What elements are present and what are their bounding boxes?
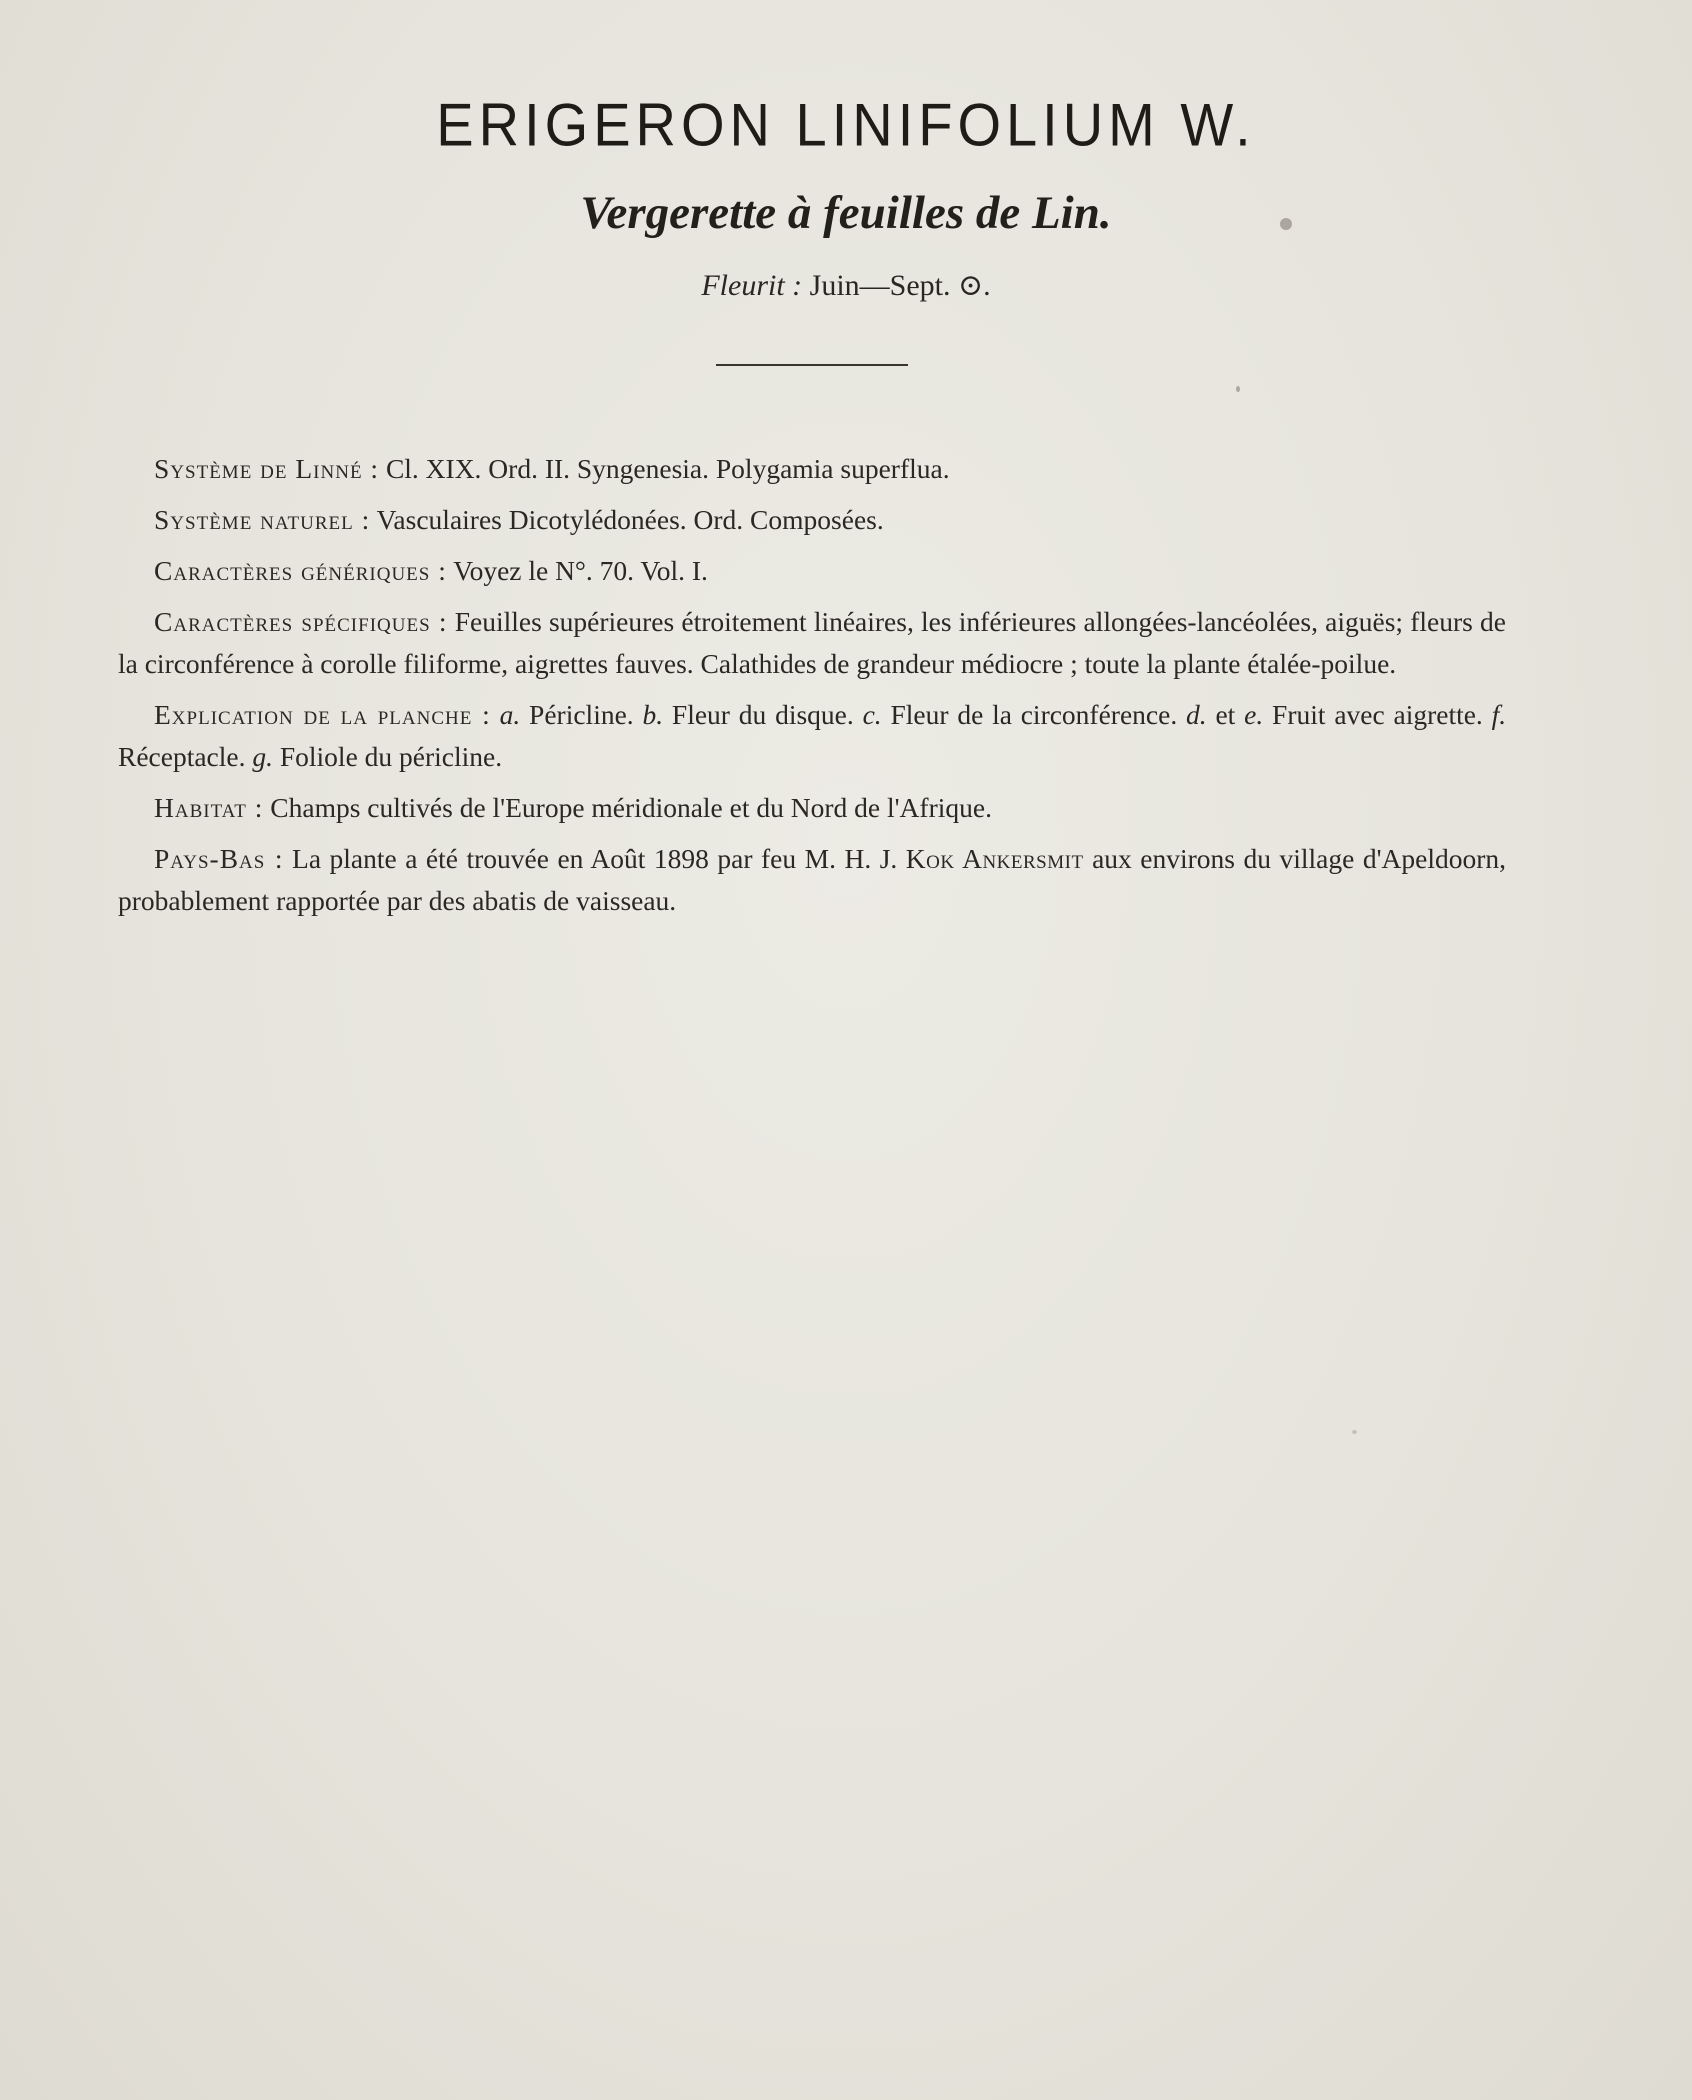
paper-speck — [1236, 386, 1240, 392]
plate-letter: c. — [862, 699, 882, 730]
plate-item-text: Péricline. — [529, 699, 634, 730]
paragraph-key: Caractères génériques : — [154, 555, 447, 586]
paragraph-generic-characters — [118, 550, 1506, 592]
flowering-label: Fleurit : — [701, 269, 803, 302]
plate-letter: f. — [1491, 699, 1507, 730]
plate-letter: g. — [252, 741, 273, 772]
description-body — [118, 448, 1506, 931]
paragraph-key: Habitat : — [154, 792, 264, 823]
species-title: ERIGERON LINIFOLIUM W. — [436, 90, 1256, 159]
paragraph-key: Système de Linné : — [154, 453, 380, 484]
paragraph-text: Vasculaires Dicotylédonées. Ord. Composées. — [376, 504, 884, 535]
flowering-value: Juin—Sept. ⊙. — [809, 269, 991, 302]
plate-letter: a. — [499, 699, 521, 730]
paragraph-text: Feuilles supérieures étroitement linéaires, les inférieures allongées-lancéolées, aiguës; fleurs de la circonférence à corolle filiforme, aigrettes fauves. Calathides de grandeur médiocre ; toute la plante étalée-poilue. — [118, 606, 1507, 679]
common-name: Vergerette à feuilles de Lin. — [580, 187, 1112, 239]
separator-rule — [716, 364, 908, 366]
paragraph-key: Explication de la planche : — [154, 699, 491, 730]
plate-item-text: Foliole du péricline. — [279, 741, 503, 772]
collector-name: Kok Ankersmit — [905, 843, 1084, 874]
paragraph-text: Voyez le N°. 70. Vol. I. — [453, 555, 708, 586]
paragraph-key: Caractères spécifiques : — [154, 606, 448, 637]
paper-speck — [1280, 218, 1292, 230]
paragraph-text: Cl. XIX. Ord. II. Syngenesia. Polygamia superflua. — [385, 453, 950, 484]
paragraph-natural-system — [118, 499, 1506, 541]
paragraph-netherlands — [118, 838, 1506, 922]
plate-item-text: et — [1215, 699, 1236, 730]
paragraph-text: aux environs du village d'Apeldoorn, probablement rapportée par des abatis de vaisseau. — [118, 843, 1507, 916]
paragraph-text: La plante a été trouvée en Août 1898 par feu M. H. J. — [292, 843, 898, 874]
paragraph-linne-system — [118, 448, 1506, 490]
flowering-period — [0, 268, 1692, 303]
paragraph-plate-explanation — [118, 694, 1506, 778]
plate-item-text: Fruit avec aigrette. — [1272, 699, 1483, 730]
paragraph-key: Système naturel : — [154, 504, 371, 535]
plate-letter: b. — [642, 699, 664, 730]
paper-speck — [1352, 1430, 1357, 1434]
plate-letter: e. — [1244, 699, 1264, 730]
plate-item-text: Fleur de la circonférence. — [890, 699, 1178, 730]
paragraph-key: Pays-Bas : — [154, 843, 284, 874]
plate-item-text: Réceptacle. — [118, 741, 246, 772]
paragraph-habitat — [118, 787, 1506, 829]
paragraph-text: Champs cultivés de l'Europe méridionale et du Nord de l'Afrique. — [270, 792, 992, 823]
paragraph-specific-characters — [118, 601, 1506, 685]
plate-letter: d. — [1186, 699, 1207, 730]
plate-item-text: Fleur du disque. — [671, 699, 854, 730]
